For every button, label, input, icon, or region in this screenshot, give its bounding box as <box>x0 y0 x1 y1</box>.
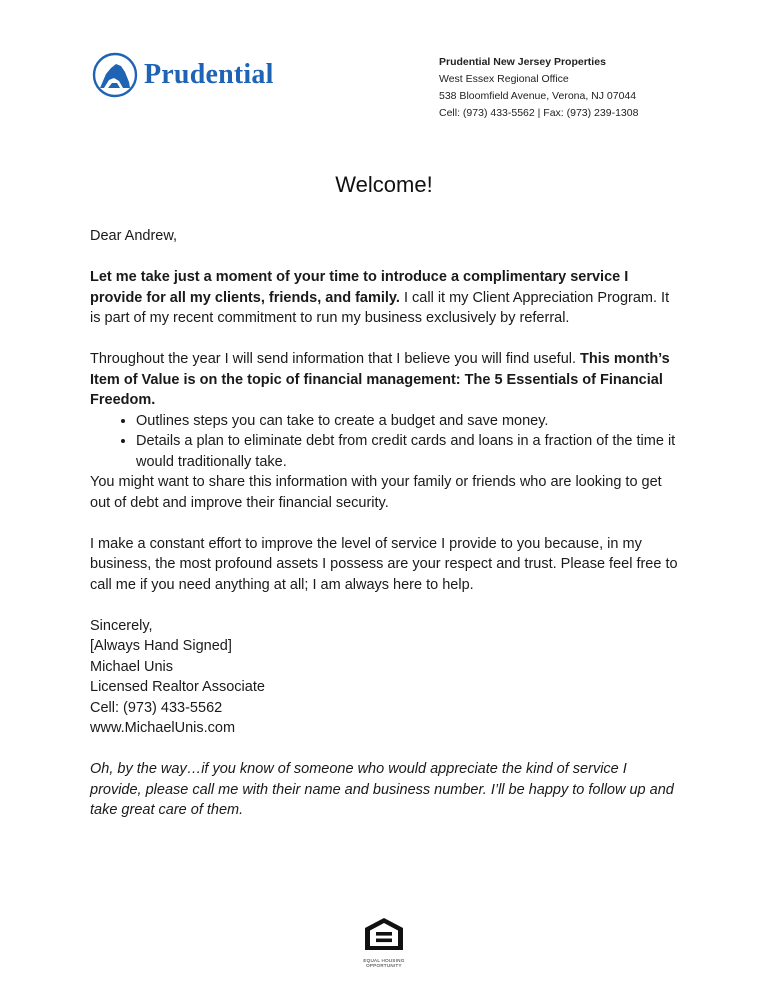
office-name: Prudential New Jersey Properties <box>439 56 606 68</box>
signer-cell: Cell: (973) 433-5562 <box>90 699 223 716</box>
prudential-logo <box>92 52 274 98</box>
letter-title: Welcome! <box>335 172 433 197</box>
paragraph-service: I make a constant effort to improve the level of service I provide to you because, in my business, the most profound assets I possess are your respect and trust. Please feel free to call me if you need anything at all; I am always here to help. <box>90 535 678 593</box>
signature-block <box>90 616 680 739</box>
item-bold: This month’s Item of Value is on the topic of financial management: The 5 Essentials of Financial Freedom. <box>90 351 670 408</box>
signer-role: Licensed Realtor Associate <box>90 679 265 695</box>
office-info <box>439 54 638 122</box>
equal-housing-logo <box>361 916 407 968</box>
signer-name: Michael Unis <box>90 658 173 675</box>
bullet-list <box>90 411 680 473</box>
office-phones: Cell: (973) 433-5562 | Fax: (973) 239-1308 <box>439 107 639 119</box>
signed-note: [Always Hand Signed] <box>90 638 232 654</box>
paragraph-share: You might want to share this information with your family or friends who are looking to get out of debt and improve their financial security. <box>90 474 662 511</box>
postscript: Oh, by the way…if you know of someone who would appreciate the kind of service I provide, please call me with their name and business number. I’ll be happy to follow up and take great care of them. <box>90 761 674 818</box>
list-item: • Details a plan to eliminate debt from credit cards and loans in a fraction of the time it would traditionally take. <box>136 431 680 472</box>
intro-rest: I call it my Client Appreciation Program. It is part of my recent commitment to run my business exclusively by referral. <box>90 289 670 326</box>
letter-body <box>90 226 680 821</box>
office-address: 538 Bloomfield Avenue, Verona, NJ 07044 <box>439 90 637 102</box>
rock-of-gibraltar-icon <box>92 52 138 98</box>
brand-name: Prudential <box>144 59 274 90</box>
equal-housing-icon <box>361 916 407 952</box>
item-intro: Throughout the year I will send information that I believe you will find useful. <box>90 351 581 367</box>
list-item: • Outlines steps you can take to create a budget and save money. <box>136 411 680 432</box>
signer-website[interactable]: www.MichaelUnis.com <box>90 720 236 736</box>
equal-housing-caption: EQUAL HOUSING OPPORTUNITY <box>363 958 405 968</box>
paragraph-intro <box>90 267 680 329</box>
intro-bold: Let me take just a moment of your time to introduce a complimentary service I provide for all my clients, friends, and family. <box>90 269 629 306</box>
greeting: Dear Andrew, <box>90 228 178 244</box>
paragraph-item-of-value <box>90 349 680 411</box>
office-region: West Essex Regional Office <box>439 73 569 85</box>
closing: Sincerely, <box>90 617 153 634</box>
